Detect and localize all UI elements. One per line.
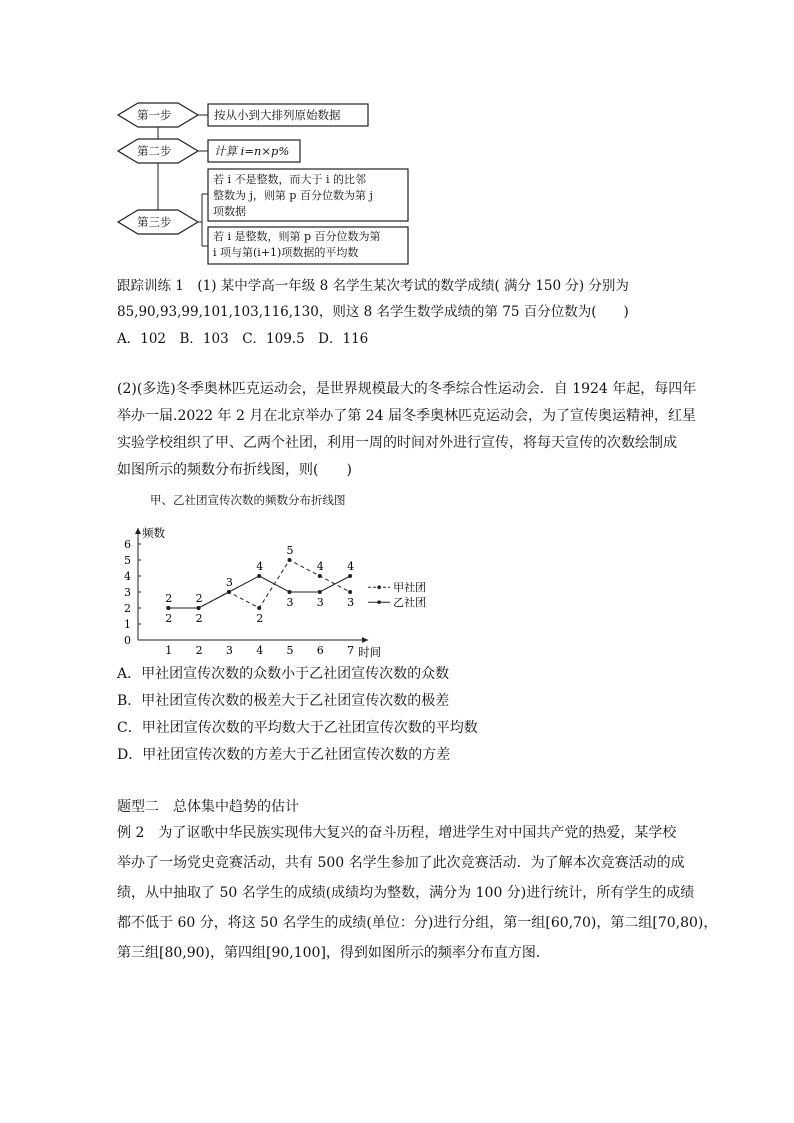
box3-line3: 项数据: [213, 205, 246, 218]
box1-text: 按从小到大排列原始数据: [214, 108, 341, 122]
box2-text: 计算 i=n×p%: [214, 144, 290, 158]
series-jia-point: [288, 558, 292, 562]
x-tick-label: 6: [316, 644, 324, 657]
exercise2-line3: 实验学校组织了甲、乙两个社团，利用一周的时间对外进行宣传，将每天宣传的次数绘制成: [117, 435, 677, 451]
data-label: 4: [316, 560, 324, 573]
example2-line3: 绩，从中抽取了 50 名学生的成绩(成绩均为整数，满分为 100 分)进行统计，所有学生的成绩: [117, 885, 695, 901]
box3-line1: 若 i 不是整数，而大于 i 的比邻: [213, 173, 367, 186]
legend-jia-label: 甲社团: [393, 581, 427, 595]
data-label: 3: [225, 576, 233, 589]
y-axis-arrow: [135, 528, 141, 534]
series-yi-point: [166, 606, 170, 610]
y-tick-label: 2: [124, 602, 131, 615]
box4-line2: i 项与第(i+1)项数据的平均数: [213, 246, 359, 259]
x-tick-label: 4: [256, 644, 264, 657]
example2-line1: 例 2 为了讴歌中华民族实现伟大复兴的奋斗历程，增进学生对中国共产党的热爱，某学校: [117, 825, 677, 841]
box3-line2: 整数为 j，则第 p 百分位数为第 j: [213, 189, 373, 202]
flowchart: [110, 96, 420, 266]
y-tick-label: 3: [124, 586, 131, 599]
example2-line2: 举办了一场党史竞赛活动，共有 500 名学生参加了此次竞赛活动．为了解本次竞赛活动的成: [117, 855, 685, 871]
box4-line1: 若 i 是整数，则第 p 百分位数为第: [213, 230, 381, 243]
series-jia-point: [257, 606, 261, 610]
step2-label: 第二步: [137, 144, 172, 158]
data-label: 4: [347, 560, 355, 573]
data-label: 2: [165, 592, 173, 605]
exercise2-option-b: B．甲社团宣传次数的极差大于乙社团宣传次数的极差: [117, 693, 450, 709]
example2-line5: 第三组[80,90)，第四组[90,100]，得到如图所示的频率分布直方图．: [117, 945, 550, 961]
legend-jia-marker: [377, 585, 381, 589]
series-yi-point: [288, 590, 292, 594]
y-tick-label: 1: [124, 618, 131, 631]
data-label: 3: [286, 596, 294, 609]
data-label: 3: [347, 596, 355, 609]
x-tick-label: 7: [347, 644, 355, 657]
x-tick-label: 3: [225, 644, 233, 657]
series-yi-point: [348, 574, 352, 578]
example2-line4: 都不低于 60 分，将这 50 名学生的成绩(单位：分)进行分组，第一组[60,70)，第二组[70,80)，: [117, 915, 718, 931]
exercise2-option-d: D．甲社团宣传次数的方差大于乙社团宣传次数的方差: [117, 747, 451, 763]
exercise2-line1: (2)(多选)冬季奥林匹克运动会，是世界规模最大的冬季综合性运动会．自 1924 年起，每四年: [117, 381, 697, 397]
data-label: 2: [256, 612, 264, 625]
series-yi-point: [318, 590, 322, 594]
data-label: 2: [195, 612, 203, 625]
step3-label: 第三步: [137, 215, 172, 229]
data-label: 3: [316, 596, 324, 609]
data-label: 2: [165, 612, 173, 625]
data-label: 2: [195, 592, 203, 605]
exercise2-line4: 如图所示的频数分布折线图，则( ): [117, 462, 352, 478]
legend-yi-label: 乙社团: [393, 596, 427, 610]
series-yi-point: [257, 574, 261, 578]
exercise2-option-c: C．甲社团宣传次数的平均数大于乙社团宣传次数的平均数: [117, 720, 478, 736]
section2-heading: 题型二 总体集中趋势的估计: [117, 799, 299, 815]
exercise1-line2: 85,90,93,99,101,103,116,130，则这 8 名学生数学成绩的第 75 百分位数为( ): [117, 304, 629, 320]
exercise1-options: A．102 B．103 C．109.5 D．116: [117, 331, 369, 347]
x-axis-label: 时间: [358, 645, 382, 658]
exercise2-option-a: A．甲社团宣传次数的众数小于乙社团宣传次数的众数: [117, 666, 450, 682]
frequency-line-chart: [110, 508, 430, 658]
y-tick-label: 0: [124, 634, 131, 647]
data-label: 4: [256, 560, 264, 573]
x-axis-arrow: [362, 637, 368, 643]
y-tick-label: 6: [124, 538, 131, 551]
series-yi-point: [197, 606, 201, 610]
series-yi-point: [227, 590, 231, 594]
y-tick-label: 5: [124, 554, 131, 567]
series-jia-point: [348, 590, 352, 594]
data-label: 5: [286, 544, 294, 557]
x-tick-label: 5: [286, 644, 294, 657]
exercise1-line1: 跟踪训练 1 (1) 某中学高一年级 8 名学生某次考试的数学成绩( 满分 150 分) 分别为: [117, 278, 629, 294]
step1-label: 第一步: [137, 108, 172, 122]
series-jia-point: [318, 574, 322, 578]
y-tick-label: 4: [124, 570, 131, 583]
y-axis-label: 频数: [142, 526, 165, 540]
x-tick-label: 2: [195, 644, 203, 657]
exercise2-line2: 举办一届.2022 年 2 月在北京举办了第 24 届冬季奥林匹克运动会，为了宣传奥运精神，红星: [117, 408, 697, 424]
legend-yi-marker: [377, 600, 381, 604]
x-tick-label: 1: [165, 644, 173, 657]
chart-title: 甲、乙社团宣传次数的频数分布折线图: [150, 493, 346, 507]
